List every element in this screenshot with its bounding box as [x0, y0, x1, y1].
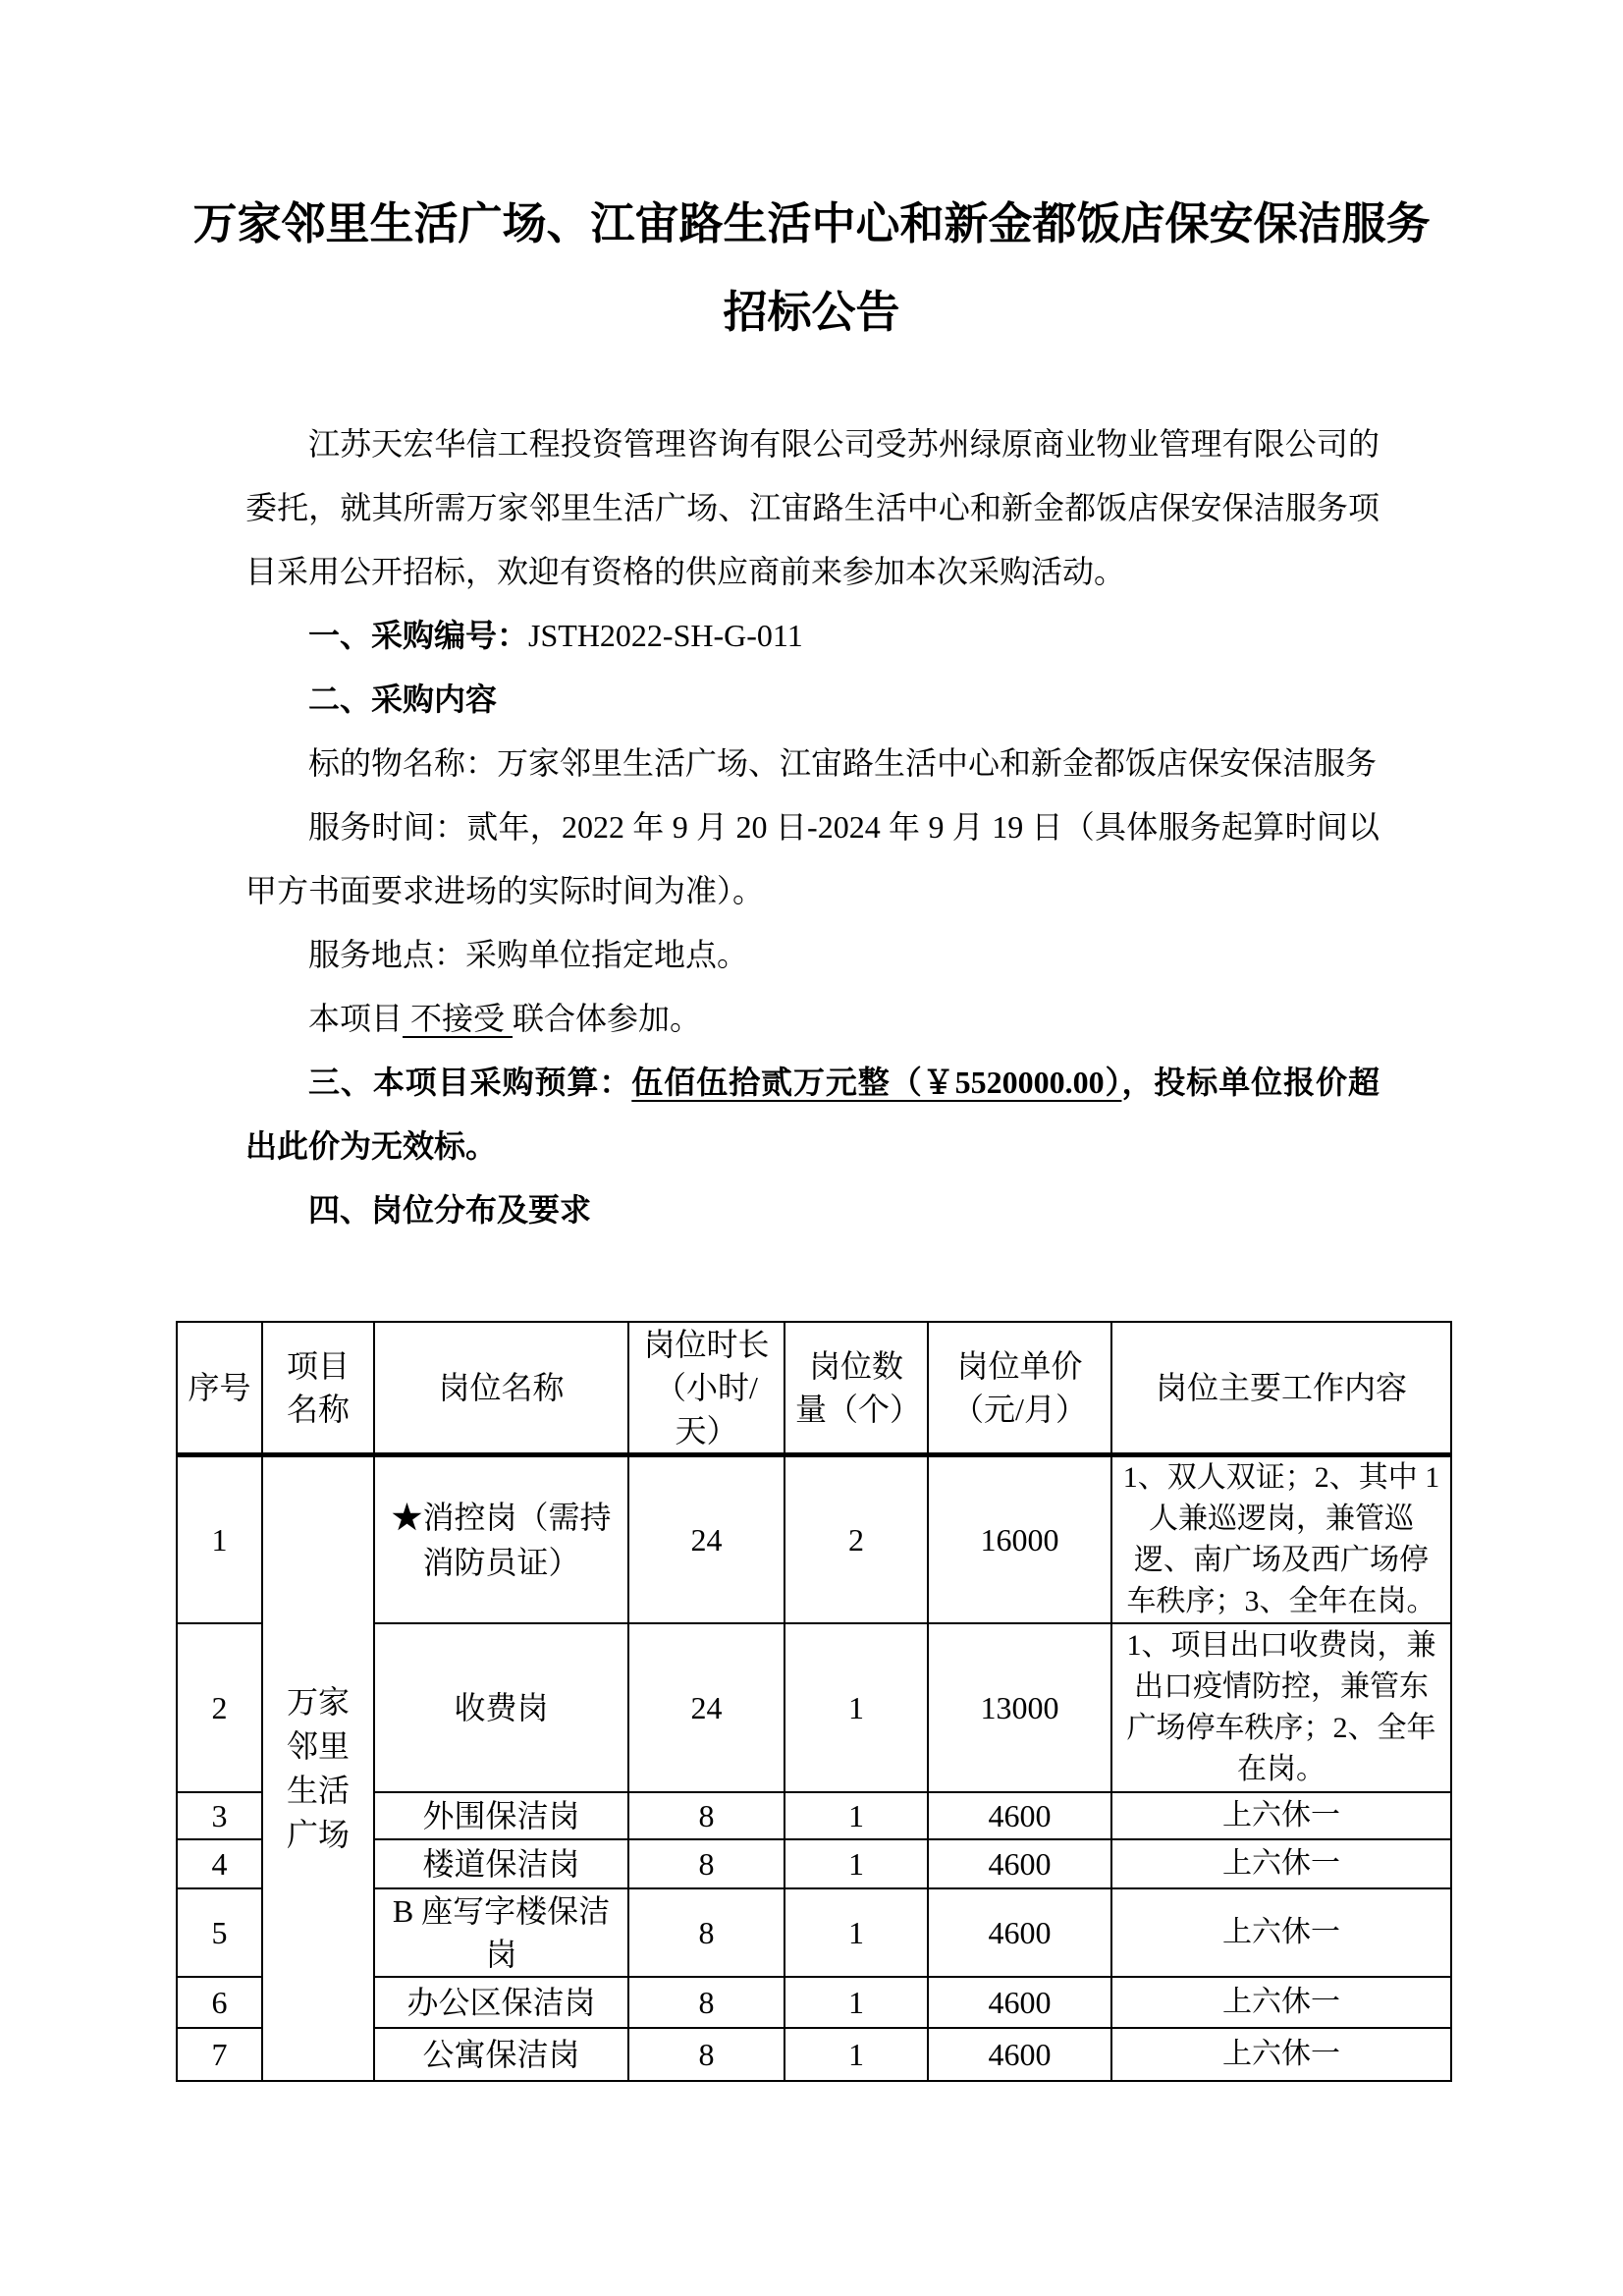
cell-count: 2: [784, 1455, 928, 1624]
document-body: [245, 412, 1380, 1242]
subject-paragraph: 标的物名称：万家邻里生活广场、江宙路生活中心和新金都饭店保安保洁服务: [308, 745, 1378, 781]
cell-price: 4600: [928, 2028, 1111, 2081]
cell-duty: 上六休一: [1111, 1977, 1451, 2028]
budget-label: 三、本项目采购预算：: [308, 1065, 632, 1100]
cell-seq: 6: [177, 1977, 262, 2028]
header-price: 岗位单价（元/月）: [928, 1322, 1111, 1455]
consortium-prefix: 本项目: [308, 1001, 404, 1036]
header-seq: 序号: [177, 1322, 262, 1455]
cell-seq: 7: [177, 2028, 262, 2081]
section-1-heading: [245, 604, 1380, 668]
cell-post: 楼道保洁岗: [374, 1839, 628, 1888]
project-name-cell: 万家邻里生活广场: [262, 1455, 374, 2082]
cell-seq: 2: [177, 1623, 262, 1792]
cell-seq: 1: [177, 1455, 262, 1624]
consortium-suffix: 联合体参加。: [513, 1001, 702, 1036]
section-3-heading: [245, 1051, 1380, 1178]
cell-count: 1: [784, 1792, 928, 1839]
section-1-label: 一、采购编号：: [308, 618, 529, 653]
header-duty: 岗位主要工作内容: [1111, 1322, 1451, 1455]
consortium-underlined: 不接受: [403, 1001, 514, 1036]
title-line-1: 万家邻里生活广场、江宙路生活中心和新金都饭店保安保洁服务: [192, 199, 1431, 248]
cell-price: 4600: [928, 1792, 1111, 1839]
cell-price: 4600: [928, 1888, 1111, 1977]
cell-count: 1: [784, 1839, 928, 1888]
cell-post: 公寓保洁岗: [374, 2028, 628, 2081]
cell-seq: 3: [177, 1792, 262, 1839]
section-4-heading: 四、岗位分布及要求: [308, 1192, 592, 1228]
document-title: [0, 180, 1623, 356]
cell-seq: 5: [177, 1888, 262, 1977]
service-place-paragraph: 服务地点：采购单位指定地点。: [308, 937, 749, 972]
position-table: [176, 1321, 1452, 2082]
cell-hours: 8: [628, 1888, 784, 1977]
cell-seq: 4: [177, 1839, 262, 1888]
cell-post: ★消控岗（需持消防员证）: [374, 1455, 628, 1624]
cell-post: 外围保洁岗: [374, 1792, 628, 1839]
table-row: [177, 1455, 1451, 1624]
service-time-paragraph: 服务时间：贰年，2022 年 9 月 20 日-2024 年 9 月 19 日（具体服务起算时间以甲方书面要求进场的实际时间为准）。: [245, 809, 1380, 908]
budget-suffix: ，投标单位报价超出此价为无效标。: [245, 1065, 1380, 1164]
cell-count: 1: [784, 1623, 928, 1792]
cell-count: 1: [784, 2028, 928, 2081]
cell-count: 1: [784, 1977, 928, 2028]
cell-hours: 24: [628, 1455, 784, 1624]
cell-duty: 上六休一: [1111, 2028, 1451, 2081]
cell-duty: 上六休一: [1111, 1792, 1451, 1839]
cell-hours: 8: [628, 1792, 784, 1839]
table-header-row: [177, 1322, 1451, 1455]
cell-price: 13000: [928, 1623, 1111, 1792]
section-2-heading: 二、采购内容: [308, 682, 498, 717]
cell-hours: 8: [628, 1977, 784, 2028]
cell-duty: 1、项目出口收费岗，兼出口疫情防控，兼管东广场停车秩序；2、全年在岗。: [1111, 1623, 1451, 1792]
cell-count: 1: [784, 1888, 928, 1977]
cell-price: 4600: [928, 1839, 1111, 1888]
title-line-2: 招标公告: [723, 288, 900, 337]
cell-hours: 8: [628, 2028, 784, 2081]
intro-paragraph: 江苏天宏华信工程投资管理咨询有限公司受苏州绿原商业物业管理有限公司的委托，就其所需万家邻里生活广场、江宙路生活中心和新金都饭店保安保洁服务项目采用公开招标，欢迎有资格的供应商前来参加本次采购活动。: [245, 426, 1380, 589]
cell-duty: 上六休一: [1111, 1888, 1451, 1977]
cell-hours: 8: [628, 1839, 784, 1888]
budget-amount: 伍佰伍拾贰万元整（￥5520000.00）: [631, 1065, 1122, 1100]
header-project: 项目名称: [262, 1322, 374, 1455]
header-post: 岗位名称: [374, 1322, 628, 1455]
cell-duty: 1、双人双证；2、其中 1 人兼巡逻岗，兼管巡逻、南广场及西广场停车秩序；3、全年在岗。: [1111, 1455, 1451, 1624]
cell-hours: 24: [628, 1623, 784, 1792]
procurement-number: JSTH2022-SH-G-011: [528, 618, 803, 653]
consortium-paragraph: [245, 987, 1380, 1051]
table-header: [177, 1322, 1451, 1455]
cell-post: 收费岗: [374, 1623, 628, 1792]
header-hours: 岗位时长（小时/天）: [628, 1322, 784, 1455]
cell-duty: 上六休一: [1111, 1839, 1451, 1888]
cell-post: B 座写字楼保洁岗: [374, 1888, 628, 1977]
table-body: [177, 1455, 1451, 2082]
cell-post: 办公区保洁岗: [374, 1977, 628, 2028]
header-count: 岗位数量（个）: [784, 1322, 928, 1455]
cell-price: 4600: [928, 1977, 1111, 2028]
cell-price: 16000: [928, 1455, 1111, 1624]
